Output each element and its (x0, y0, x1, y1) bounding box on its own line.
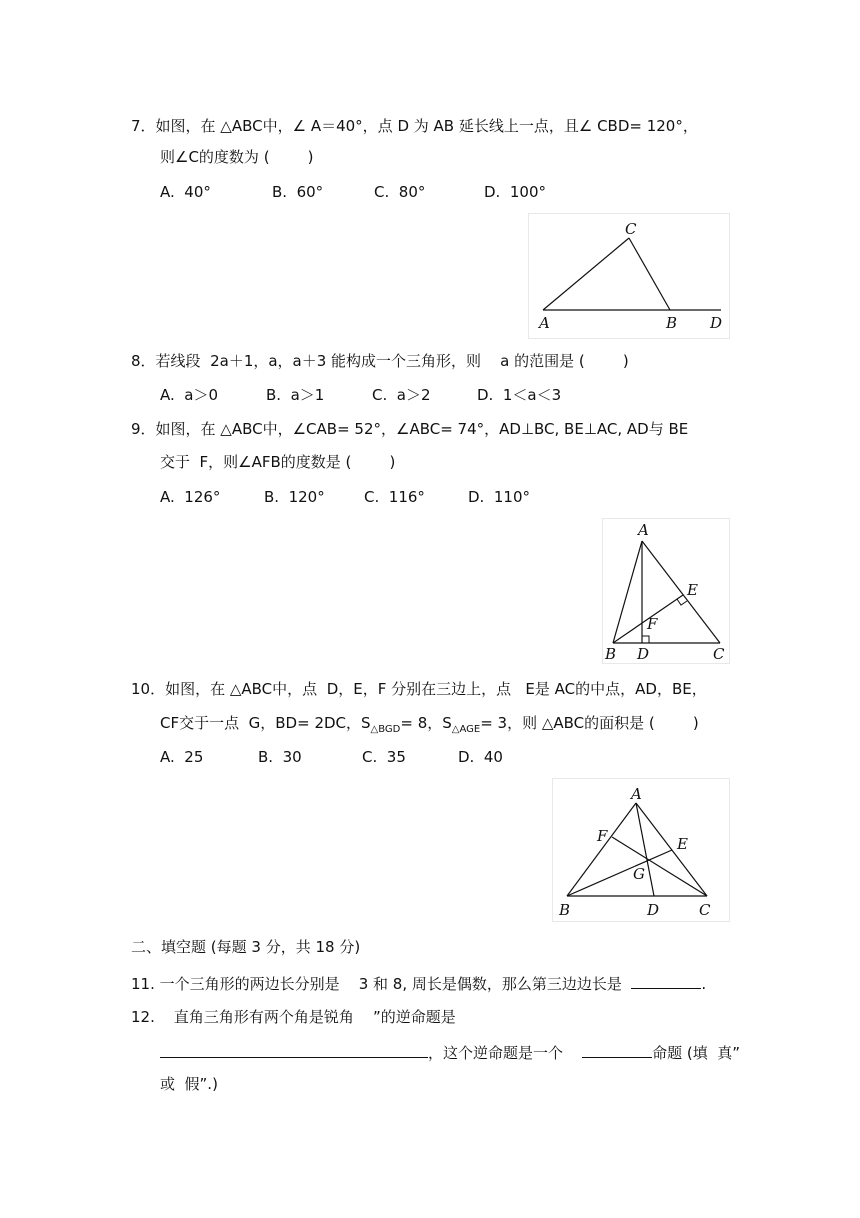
q9-option-d: D. 110° (468, 488, 530, 506)
q9-option-c: C. 116° (364, 488, 425, 506)
q9-label-c: C (713, 645, 725, 663)
q12-truth-blank[interactable] (582, 1042, 652, 1058)
q12-converse-blank[interactable] (160, 1042, 428, 1058)
q10-label-g: G (633, 865, 645, 883)
q11-line (131, 973, 706, 994)
q10-label-a: A (631, 785, 642, 803)
q8-option-b: B. a＞1 (266, 386, 325, 404)
q7-option-c: C. 80° (374, 183, 426, 201)
q10-figure (552, 778, 730, 922)
q9-figure (602, 518, 730, 664)
q12-line-2-mid: ，这个逆命题是一个 (428, 1044, 564, 1062)
q11-answer-blank[interactable] (631, 973, 701, 989)
q7-line-2: 则∠C的度数为 ( ) (160, 148, 314, 166)
q8-option-d: D. 1＜a＜3 (477, 386, 562, 404)
q7-option-a: A. 40° (160, 183, 211, 201)
q10-sub-age: △AGE (451, 724, 481, 735)
q10-option-c: C. 35 (362, 748, 406, 766)
q10-line-2-part-c: = 3，则 △ABC的面积是 ( ) (480, 714, 699, 732)
q7-label-d: D (710, 314, 723, 332)
q7-figure (528, 213, 730, 339)
q8-option-c: C. a＞2 (372, 386, 431, 404)
q12-line-1: 12. 直角三角形有两个角是锐角 ”的逆命题是 (131, 1008, 456, 1026)
q9-label-b: B (605, 645, 617, 663)
q12-line-3: 或 假”.) (160, 1075, 218, 1093)
q10-sub-bgd: △BGD (370, 724, 401, 735)
q9-label-a: A (638, 521, 649, 539)
q9-line-1: 9．如图，在 △ABC中，∠CAB= 52°，∠ABC= 74°，AD⊥BC, BE⊥AC, AD与 BE (131, 420, 689, 438)
q9-option-a: A. 126° (160, 488, 221, 506)
q11-text: 11. 一个三角形的两边长分别是 3 和 8, 周长是偶数，那么第三边边长是 (131, 975, 622, 993)
q10-line-1: 10．如图，在 △ABC中，点 D，E，F 分别在三边上，点 E是 AC的中点，AD，BE， (131, 680, 707, 698)
q9-label-d: D (637, 645, 650, 663)
q7-option-d: D. 100° (484, 183, 546, 201)
q12-line-2-end: 命题 (填 真” (652, 1044, 741, 1062)
q7-label-b: B (666, 314, 678, 332)
q12-line-2 (160, 1042, 740, 1063)
q8-line-1: 8．若线段 2a＋1，a，a＋3 能构成一个三角形，则 a 的范围是 ( ) (131, 352, 629, 370)
q9-label-e: E (687, 581, 698, 599)
q7-label-c: C (625, 220, 637, 238)
section-2-title: 二、填空题 (每题 3 分，共 18 分) (131, 938, 361, 956)
q11-end: . (701, 975, 707, 993)
q9-line-2: 交于 F，则∠AFB的度数是 ( ) (160, 453, 396, 471)
q10-label-e: E (677, 835, 688, 853)
q7-label-a: A (539, 314, 550, 332)
q9-option-b: B. 120° (264, 488, 325, 506)
q10-option-b: B. 30 (258, 748, 302, 766)
q10-line-2-part-b: = 8，S (400, 714, 452, 732)
q10-label-c: C (699, 901, 711, 919)
q10-line-2-part-a: CF交于一点 G，BD= 2DC，S (160, 714, 371, 732)
q8-option-a: A. a＞0 (160, 386, 219, 404)
q10-option-a: A. 25 (160, 748, 204, 766)
q10-label-b: B (559, 901, 571, 919)
q10-label-d: D (647, 901, 660, 919)
q7-option-b: B. 60° (272, 183, 324, 201)
q9-label-f: F (647, 615, 658, 633)
q7-line-1: 7．如图，在 △ABC中，∠ A＝40°，点 D 为 AB 延长线上一点，且∠ CBD= 120°， (131, 117, 698, 135)
q10-label-f: F (597, 827, 608, 845)
q10-option-d: D. 40 (458, 748, 503, 766)
q10-line-2 (160, 713, 699, 740)
